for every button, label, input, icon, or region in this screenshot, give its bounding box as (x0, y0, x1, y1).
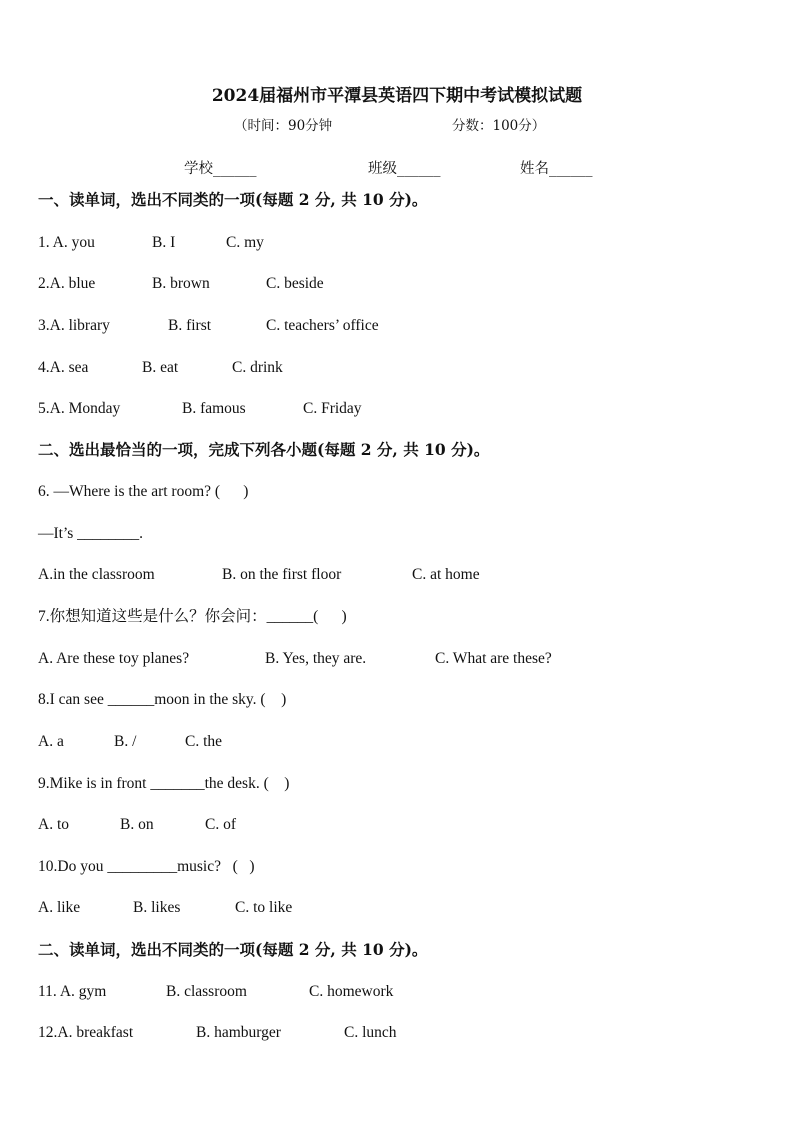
q7-option-b: B. Yes, they are. (265, 650, 367, 667)
q10-option-a: A. like (38, 899, 81, 916)
q8-stem: 8.I can see ______moon in the sky. ( ) (38, 691, 287, 708)
section-heading-1: 一、读单词，选出不同类的一项(每题 2 分, 共 10 分)。 (38, 190, 428, 209)
question-10-options (38, 897, 758, 919)
q1-option-c: C. my (226, 234, 264, 251)
q3-option-a: 3.A. library (38, 317, 110, 334)
question-11 (38, 981, 758, 1003)
q3-option-b: B. first (168, 317, 212, 334)
q12-option-c: C. lunch (344, 1024, 397, 1041)
question-3 (38, 315, 758, 337)
q8-option-a: A. a (38, 733, 64, 750)
q11-option-a: 11. A. gym (38, 983, 107, 1000)
q6-option-b: B. on the first floor (222, 566, 342, 583)
q7-option-c: C. What are these? (435, 650, 552, 667)
section-heading-2: 二、选出最恰当的一项，完成下列各小题(每题 2 分, 共 10 分)。 (38, 440, 490, 459)
q9-option-a: A. to (38, 816, 69, 833)
q2-option-a: 2.A. blue (38, 275, 96, 292)
q6-option-c: C. at home (412, 566, 480, 583)
q7-option-a: A. Are these toy planes? (38, 650, 190, 667)
question-8-options (38, 731, 758, 753)
class-field: 班级______ (368, 161, 441, 177)
name-field: 姓名______ (520, 161, 593, 177)
q5-option-c: C. Friday (303, 400, 362, 417)
q10-stem: 10.Do you _________music? ( ) (38, 858, 255, 875)
q1-option-a: 1. A. you (38, 234, 95, 251)
q10-option-c: C. to like (235, 899, 293, 916)
section-heading-3: 二、读单词，选出不同类的一项(每题 2 分, 共 10 分)。 (38, 940, 428, 959)
q6-stem-reply: —It’s ________. (38, 525, 144, 542)
q10-option-b: B. likes (133, 899, 181, 916)
exam-score: 分数：100分） (452, 118, 546, 134)
q5-option-a: 5.A. Monday (38, 400, 121, 417)
q6-stem: 6. —Where is the art room? ( ) (38, 483, 249, 500)
q1-option-b: B. I (152, 234, 176, 251)
q8-option-c: C. the (185, 733, 223, 750)
school-field: 学校______ (184, 161, 257, 177)
question-1 (38, 232, 758, 254)
question-9-options (38, 814, 758, 836)
question-5 (38, 398, 758, 420)
q12-option-a: 12.A. breakfast (38, 1024, 134, 1041)
q7-stem: 7.你想知道这些是什么？你会问：______( ) (38, 608, 347, 625)
q12-option-b: B. hamburger (196, 1024, 281, 1041)
q4-option-a: 4.A. sea (38, 359, 89, 376)
q11-option-b: B. classroom (166, 983, 247, 1000)
q5-option-b: B. famous (182, 400, 246, 417)
exam-time: （时间：90分钟 (234, 118, 333, 134)
q9-stem: 9.Mike is in front _______the desk. ( ) (38, 775, 290, 792)
page-title: 2024届福州市平潭县英语四下期中考试模拟试题 (211, 86, 583, 106)
q4-option-b: B. eat (142, 359, 179, 376)
q4-option-c: C. drink (232, 359, 283, 376)
question-6-options (38, 564, 758, 586)
q6-option-a: A.in the classroom (38, 566, 155, 583)
question-2 (38, 273, 758, 295)
q3-option-c: C. teachers’ office (266, 317, 379, 334)
question-7-options (38, 648, 758, 670)
q9-option-c: C. of (205, 816, 236, 833)
q11-option-c: C. homework (309, 983, 394, 1000)
q2-option-c: C. beside (266, 275, 324, 292)
q2-option-b: B. brown (152, 275, 210, 292)
question-4 (38, 357, 758, 379)
q9-option-b: B. on (120, 816, 154, 833)
question-12 (38, 1022, 758, 1044)
q8-option-b: B. / (114, 733, 137, 750)
